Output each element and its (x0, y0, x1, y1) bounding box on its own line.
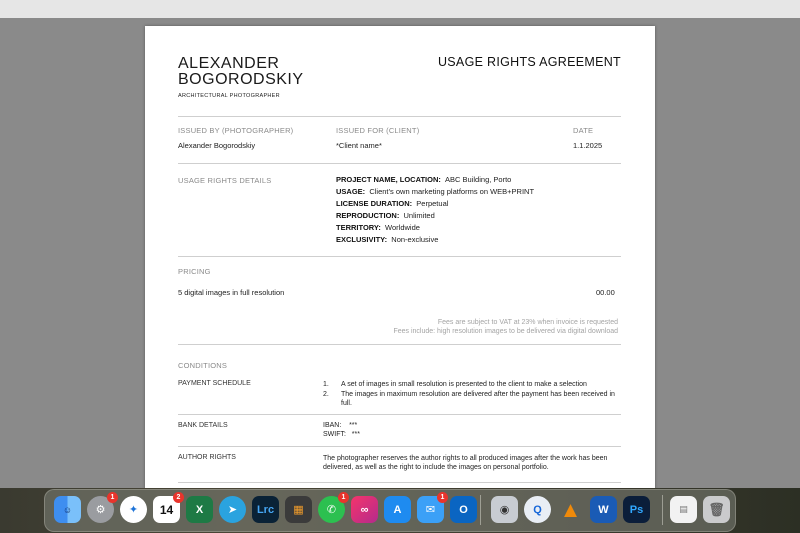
calendar-icon[interactable]: 14 2 (153, 496, 180, 523)
pricing-item: 5 digital images in full resolution (178, 288, 285, 297)
payment-schedule-label: PAYMENT SCHEDULE (178, 380, 251, 387)
photoshop-icon[interactable]: Ps (623, 496, 650, 523)
iban-row: IBAN: *** (323, 422, 358, 429)
usage-detail-reproduction: REPRODUCTION: Unlimited (336, 211, 435, 220)
trash-icon[interactable]: 🗑 (703, 496, 730, 523)
vlc-cone-icon[interactable]: ▲ (559, 496, 582, 522)
issued-by-label: ISSUED BY (PHOTOGRAPHER) (178, 126, 294, 135)
pricing-label: PRICING (178, 267, 211, 276)
issued-by-value: Alexander Bogorodskiy (178, 141, 256, 150)
date-value: 1.1.2025 (573, 141, 603, 150)
compass-icon[interactable]: ✦ (120, 496, 147, 523)
list-item: 1. A set of images in small resolution is presented to the client to make a selection (323, 381, 587, 388)
window-title-bar (0, 0, 800, 18)
date-label: DATE (573, 126, 594, 135)
usage-detail-project: PROJECT NAME, LOCATION: ABC Building, Porto (336, 175, 512, 184)
telegram-icon[interactable]: ➤ (219, 496, 246, 523)
divider (178, 163, 621, 164)
divider (178, 482, 621, 483)
outlook-icon[interactable]: O (450, 496, 477, 523)
document-title: USAGE RIGHTS AGREEMENT (437, 55, 621, 69)
word-icon[interactable]: W (590, 496, 617, 523)
notification-badge: 1 (107, 492, 118, 503)
creative-cloud-icon[interactable]: ∞ (351, 496, 378, 523)
notification-badge: 1 (338, 492, 349, 503)
quicktime-icon[interactable]: Q (524, 496, 551, 523)
dock-separator (662, 495, 663, 525)
author-rights-label: AUTHOR RIGHTS (178, 454, 236, 461)
usage-detail-license: LICENSE DURATION: Perpetual (336, 199, 449, 208)
divider (178, 446, 621, 447)
author-rights-text: The photographer reserves the author rights to all produced images after the work has been delivered, as well as the right to include the images on personal portfolio. (323, 455, 608, 471)
divider (178, 116, 621, 117)
payment-schedule-list (323, 380, 623, 409)
mail-icon[interactable]: ✉ 1 (417, 496, 444, 523)
issued-for-value: *Client name* (336, 141, 382, 150)
agreement-page (145, 26, 655, 494)
app-store-icon[interactable]: A (384, 496, 411, 523)
photographer-subtitle: ARCHITECTURAL PHOTOGRAPHER (178, 93, 280, 99)
swift-row: SWIFT: *** (323, 431, 360, 438)
conditions-label: CONDITIONS (178, 361, 228, 370)
fees-note-vat: Fees are subject to VAT at 23% when invoice is requested (437, 319, 618, 326)
bank-details-label: BANK DETAILS (178, 422, 228, 429)
finder-icon[interactable]: ☺ (54, 496, 81, 523)
gear-icon[interactable]: ⚙ 1 (87, 496, 114, 523)
fees-note-delivery: Fees include: high resolution images to be delivered via digital download (393, 328, 618, 335)
divider (178, 414, 621, 415)
divider (178, 256, 621, 257)
calculator-icon[interactable]: ▦ (285, 496, 312, 523)
usage-detail-territory: TERRITORY: Worldwide (336, 223, 420, 232)
usage-detail-usage: USAGE: Client’s own marketing platforms on WEB+PRINT (336, 187, 535, 196)
usage-detail-exclusivity: EXCLUSIVITY: Non-exclusive (336, 235, 439, 244)
issued-for-label: ISSUED FOR (CLIENT) (336, 126, 420, 135)
dock-separator (480, 495, 481, 525)
lightroom-icon[interactable]: Lrc (252, 496, 279, 523)
document-stack-icon[interactable]: ▤ (670, 496, 697, 523)
photographer-name: ALEXANDER BOGORODSKIY (178, 55, 304, 88)
usage-section-label: USAGE RIGHTS DETAILS (178, 176, 272, 185)
pricing-amount: 00.00 (596, 288, 615, 297)
list-item: 2. The images in maximum resolution are delivered after the payment has been received in full. (323, 391, 615, 407)
excel-icon[interactable]: X (186, 496, 213, 523)
notification-badge: 2 (173, 492, 184, 503)
disk-icon[interactable]: ◉ (491, 496, 518, 523)
whatsapp-icon[interactable]: ✆ 1 (318, 496, 345, 523)
notification-badge: 1 (437, 492, 448, 503)
divider (178, 344, 621, 345)
